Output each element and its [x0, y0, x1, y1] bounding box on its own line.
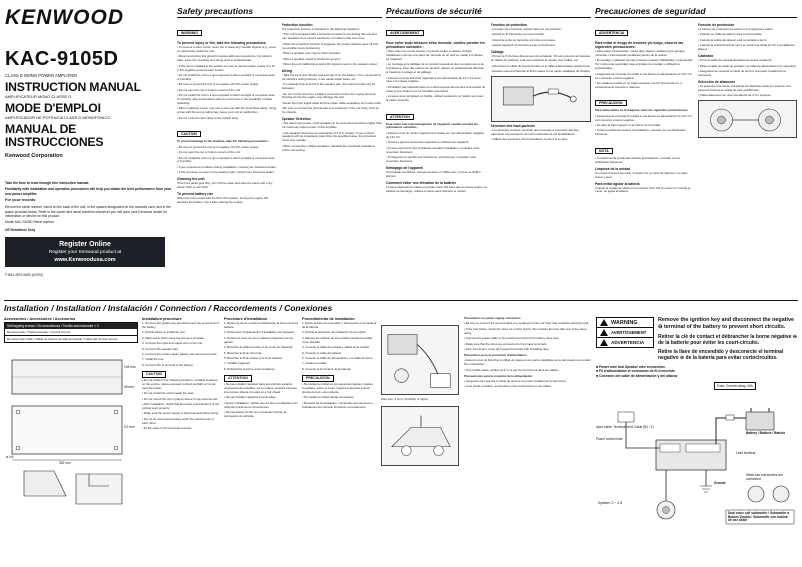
protection-heading-en: Protection function [281, 23, 313, 27]
caution-body-es: Para evitar daños en la máquina, tome las siguientes precauciones: • Asegúrese de conectar la unidad a una fuente de alimentación de 12V CC con conexión a tierra negativa. • No abra la tapa superior ni la inferior de la unidad. • Si tiene problemas durante la instalación, consulte con su distribuidor Kenwood. [595, 109, 694, 137]
fonction-heading-fr: Fonction de protection [490, 23, 528, 27]
dimension-drawing [4, 346, 138, 516]
safety-es-right [698, 21, 797, 196]
caution-label-es: PRECAUCIÓN [595, 100, 627, 106]
safety-fr-right [491, 21, 592, 195]
warning-triangle-icon [600, 319, 608, 326]
cleaning-heading-en: Cleaning the unit [177, 177, 205, 182]
precaution-body: Precautions on power supply connection • Be sure to connect the ground cable to a metal part of the car body that conducts electricity well. • If the fuse blows, check the wires for a short circuit, then replace the fuse with one of the same rating. • Connect the power cable to the positive terminal of the battery via a fuse. • Make sure that the wires are connected to the proper terminals. • After connection, cover all exposed terminals with insulating tape. Précautions pour la connexion d'alimentation • Assurez-vous de brancher le câble de masse à une partie métallique de la carrosserie qui conduit bien l'électricité. • Si le fusible saute, vérifiez qu'il n'y a pas de court-circuit dans les câbles. Precauciones para la conexión de la alimentación • Asegúrese de conectar el cable de tierra a una parte metálica de la carrocería. • Si se funde el fusible, compruebe si hay cortocircuito en los cables. [464, 317, 592, 389]
register-url[interactable]: www.Kenwoodusa.com [54, 257, 116, 264]
speaker-impedance-label: Speaker: 2 ~ 4 Ω [598, 500, 623, 505]
nettoyage-heading-fr: Nettoyage de l'appareil [386, 165, 423, 170]
title-es: MANUAL DE INSTRUCCIONES [5, 122, 104, 149]
input-cable-label: Input cable: Terminal Vivid Cable (B1 / 2) [596, 424, 654, 429]
warning-intro-en: To prevent injury or fire, take the following precautions: [177, 41, 267, 45]
remove-key-es: Retire la llave de encendido y desconecte el terminal negativo ⊖ de la batería para evitar cortocircuitos. [658, 349, 784, 362]
caution-label-en: CAUTION [177, 131, 201, 137]
warning-intro-es: Para evitar el riesgo de lesiones y/o fuego, observe las siguientes precauciones: [595, 41, 684, 49]
take-time-text: Take the time to read through this instruction manual. [5, 180, 90, 185]
choix-heading-fr: Sélection des haut-parleurs [490, 123, 535, 128]
lead-terminal-label: Lead terminal [736, 450, 756, 455]
attention-label-fr: ATTENTION [386, 114, 414, 120]
connection-column [596, 317, 798, 562]
title-en: INSTRUCTION MANUAL [5, 80, 141, 94]
two-subwoofers-label: When two subwoofers are connected [746, 472, 783, 481]
safety-fr-column [386, 6, 591, 296]
register-text: Register your Kenwood product at [48, 250, 122, 256]
dim-depth: 28 mm [124, 385, 134, 389]
comment-heading-fr: Comment éviter une élévation de la batterie [386, 180, 457, 185]
model-number: KAC-9105D [5, 48, 119, 70]
accessory-remote: Remote knob / Télécommande / Control remoto [7, 330, 71, 334]
protection-body-en: The protection function is activated in the following situations: • This unit is equipped with a protection function for protecting this unit and your speakers from various accidents or problems that can occur. • When the protection function is triggered, the power indicator goes off and the amplifier stops functioning. • When a speaker wire may be short-circuited. • When a speaker output is shorted to ground. • When the unit malfunctions and a DC signal is sent to the speaker output. [282, 28, 383, 67]
precaution-column [464, 317, 592, 562]
dim-height: 104 mm [124, 365, 136, 369]
attention-procedure-fr: ATTENTION [224, 375, 252, 382]
wire-size-note: Wire size: 4 mm² (10 AWG) or higher [381, 397, 429, 401]
procedure-en-column [142, 317, 220, 562]
installation-section [4, 300, 798, 562]
warning-word-es: ADVERTENCIA [611, 340, 645, 345]
warning-triangle-icon [600, 329, 608, 336]
prevent-heading-en: To prevent battery rise [177, 192, 214, 197]
wiring-note [381, 398, 459, 402]
safety-fr-left [386, 21, 487, 195]
dim-diameter: ø 4.8 [6, 455, 14, 459]
warning-triangle-icon [600, 339, 608, 346]
power-control-label: Power control lead [596, 436, 623, 441]
procedure-fr-column [224, 317, 298, 562]
familiarity-text: Familiarity with installation and operation procedures will help you obtain the best performance from your new power amplifier. [5, 187, 172, 196]
title-fr: MODE D'EMPLOI [5, 101, 101, 115]
warning-intro-fr: Pour éviter toute blessure et/ou incendie, veuillez prendre les précautions suivantes : [386, 41, 485, 49]
procedure-title-en: Installation procedure [142, 317, 182, 321]
wiring-heading-en: Wiring [281, 68, 293, 73]
power-wire-heading-fr: ■ Fil d'alimentation et connexion de fil d'enceinte [596, 369, 676, 374]
accessory-cable: Remote knob cable / Câble du bouton de télécommande / Cable del control remoto [5, 335, 137, 342]
ground-illustration [381, 406, 459, 466]
dim-width: 320 mm [59, 461, 71, 465]
nota-label-es: NOTA [595, 148, 613, 154]
caution-procedure-en: CAUTION [142, 371, 166, 378]
accessory-screws: Self tapping screws / Vis taraudeuses / Tornillo autorroscante × 4 [5, 323, 137, 329]
nota-body-es: • Si experimenta problemas durante la instalación, consulte con su distribuidor Kenwood. [595, 157, 694, 165]
model-serial-line: Model KAC-9105D Serial number [5, 220, 54, 225]
procedure-body-fr: 1. Retirer la clé de contact et débrancher la borne ⊖ de la batterie. 2. Déterminer l'emplacement d'installation de l'appareil. 3. Percer les trous de vis en utilisant l'appareil comme gabarit. 4. Brancher le câble d'entrée et de sortie de l'appareil. 5. Brancher le fil de l'enceinte. 6. Brancher le fil de masse et le fil de batterie. 7. Installer l'appareil. 8. Rebrancher la borne ⊖ de la batterie. ATTENTION • Ne pas installer l'appareil dans les endroits suivants : emplacements instables, sur le moteur, endroits exposés à la lumière directe du soleil ou à l'air chaud. • Ne pas installer l'appareil sous le siège. • Après l'installation, vérifier que les feux et indicateurs du véhicule fonctionnent correctement. • Ne pas laisser les fils non connectés toucher la carrosserie du véhicule. [224, 322, 298, 419]
wiring-body-en: • Take the input wire directly and securely from the battery. If it is connected to the vehicle's wiring harness, it can cause blown fuses, etc. • If a capacity fuse is found in the speaker wire, the input terminal may be damaged. • Do not cut the wire from a battery connection before the engine terminal. Shorting across the engine may damage the unit. • Route the input signal cable and the power cable separately from each other. • Be sure to connect the ground wire to a metal part of the car body, such as the chassis. [282, 74, 383, 115]
cableado-heading-es: Cableado [698, 54, 714, 59]
seleccion-heading-es: Selección de altavoces [698, 79, 736, 84]
remove-key-en: Remove the ignition key and disconnect the negative ⊖ terminal of the battery to prevent short circuits. [658, 317, 794, 330]
funcion-heading-es: Función de protección [698, 23, 735, 27]
fuse-wiring-illustration [491, 76, 592, 122]
dim-hole: 9.2 mm [124, 425, 135, 429]
wiring-illustration-column [381, 317, 459, 562]
warning-word-en: WARNING [611, 319, 638, 326]
warning-row-es [597, 338, 653, 347]
warning-word-fr: AVERTISSEMENT [611, 330, 647, 335]
warning-row-en [597, 318, 653, 328]
procedure-title-fr: Procédure d'installation [224, 317, 268, 321]
warning-body-en: • To prevent a short circuit, never put or leave any metallic objects (e.g., coins or metal tools) inside the unit. • Mount and wiring this product requires skills and experience. For safety's sake, leave the mounting and wiring work to professionals. • If the unit is installed in the vehicle, be sure to use the power supply of a 12 V DC negative ground power source. • Do not install the unit in a spot exposed to direct sunlight or excessive heat or humidity. • Be sure to ground the unit to a negative 12V DC power supply. • Do not open the top or bottom covers of the unit. • Do not install the unit in a spot exposed to direct sunlight or excessive heat or humidity. Also avoid places with too much dust or the possibility of water splashing. • When replacing a fuse, only use a new one with the prescribed rating. Using a fuse with the wrong rating may cause your unit to malfunction. • Do not route the wire close to the vehicle body. [177, 46, 278, 121]
speaker-body-en: • The rated input power of the speakers to be connected should be higher than the maximum output power of this amplifier. • Use speakers that have an impedance of 2 Ω or greater. If you connect speakers with an impedance lower than the specified value, the protection circuit may operate. • When connecting multiple speakers, calculate the combined impedance before connecting. [282, 122, 383, 152]
funcion-body-es: La función de protección se activa en los siguientes casos: • Cuando un cable de altavoz está cortocircuitado. • Cuando la salida del altavoz está conectada a tierra. • Cuando la unidad funciona mal y se envía una señal de CC a la salida del altavoz. [698, 28, 797, 52]
warning-row-fr [597, 328, 653, 338]
subtitle-fr: AMPLIFICATEUR MONO CLASSE D [5, 93, 72, 99]
accessories-table [4, 322, 138, 343]
screw-label: Self tapping screws / Vis taraudeuses / Tornillo autorroscante [7, 324, 94, 328]
warning-body-es: • Para evitar cortocircuitos, nunca deje objetos metálicos (por ejemplo, monedas o herramientas metálicas) dentro de la unidad. • El montaje y cableado de este producto requiere habilidades y experiencia. Por motivos de seguridad, deje el trabajo de montaje y cableado a profesionales. • Asegúrese de conectar la unidad a una fuente de alimentación de 12V CC con conexión a tierra negativa. • No instale la unidad en un lugar expuesto a la luz directa del sol, o excesivamente húmedo o caluroso. [595, 50, 694, 90]
safety-en-right [282, 21, 383, 206]
safety-title-en: Safety precautions [177, 6, 382, 18]
warning-body-fr: • Pour éviter les courts-circuits, ne jamais mettre ou laisser d'objets métalliques (comme une pièce de monnaie ou un outil en métal) à l'intérieur de l'appareil. • Le montage et le câblage de ce produit nécessitent des compétences et de l'expérience. Pour des raisons de sécurité, laissez un professionnel effectuer le travail de montage et de câblage. • Assurez-vous de brancher l'appareil à une alimentation de 12 V CC avec mise à la masse négative. • N'installez pas l'appareil dans un endroit exposé directement à la lumière du soleil, à une chaleur ou une humidité excessives. • Lorsque vous remplacez un fusible, utilisez seulement un fusible neuf avec la valeur prescrite. [386, 50, 487, 103]
warning-label-en: WARNING [177, 30, 202, 36]
ground-label: Ground [714, 480, 726, 485]
fonction-body-fr: La fonction de protection s'active dans les cas suivants : • Quand un fil d'enceinte est court-circuité. • Quand la sortie de l'enceinte est mise à la masse. • Quand l'appareil ne fonctionne pas correctement. [491, 28, 592, 48]
cablage-body-fr: • Prenez le fil d'entrée directement de la batterie. S'il est connecté au faisceau de câbles du véhicule, cela peut entraîner la rupture d'un fusible, etc. • Acheminez le câble du signal d'entrée et le câble d'alimentation séparément. • Assurez-vous de brancher le fil de masse à une partie métallique du châssis. [491, 55, 592, 74]
procedure-body-en: 1. Remove the ignition key and disconnect the ⊖ terminal of the battery. 2. Decide where to install the unit. 3. Mark screw holes using the unit as a template. 4. Connect the input and output wire of the unit. 5. Connect the speaker wire. 6. Connect the power supply, battery wire and ground wire. 7. Install the unit. 8. Connect the ⊖ terminal of the battery. CAUTION • Do not install in the following locations: unstable locations, on the engine, places exposed to direct sunlight or hot air, near the heater. • Do not install the unit beneath the seat. • Do not mount the unit in places where it may become wet. • After installation, check that the lamps and indicators of the vehicle work properly. • Make sure the power supply is disconnected before wiring. • Do not let unconnected wires touch the vehicle body or each other. • Fit the wires to the terminals securely. [142, 322, 220, 431]
accessories-column [4, 317, 138, 562]
procedure-body-es: 1. Retire la llave de encendido y desconecte el terminal ⊖ de la batería. 2. Decida la ubicación de instalación de la unidad. 3. Marque los orificios de los tornillos usando la unidad como plantilla. 4. Conecte el cable de entrada y salida de la unidad. 5. Conecte el cable del altavoz. 6. Conecte el cable de alimentación y el cable de tierra. 7. Instale la unidad. 8. Conecte el terminal ⊖ de la batería. PRECAUCIÓN • No instale la unidad en los siguientes lugares: lugares inestables, sobre el motor, lugares expuestos a la luz directa del sol o aire caliente. • No instale la unidad debajo del asiento. • Después de la instalación, compruebe que las luces e indicadores del vehículo funcionan correctamente. [302, 322, 377, 409]
prevent-body-en: When the unit is used with the ACC ON position, turning the engine ON depletes the battery. Use it after starting the engine. [177, 196, 269, 204]
limpieza-body-es: Si el panel frontal está sucio, límpielo con un paño de silicona o un paño suave y seco. [595, 170, 688, 179]
comment-body-fr: Lorsque l'appareil est utilisé en position ACC ON sans que le moteur tourne, la batterie se décharge. Utilisez-le après avoir démarré le moteur. [386, 184, 487, 193]
fuse-label: Fuse [717, 383, 725, 388]
model-subtitle: CLASS D MONO POWER AMPLIFIER [5, 73, 78, 78]
nettoyage-body-fr: Si la façade est tâchée, essuyez-la avec un chiffon sec, comme un chiffon siliconé. [386, 169, 481, 178]
cablage-heading-fr: Câblage [490, 50, 504, 55]
attention-body-fr: Pour éviter tout endommagement de l'appareil, veuillez prendre les précautions suivantes : • Assurez-vous de mettre l'appareil à la masse sur une alimentation négative de 12V CC. • N'ouvrez pas les couvercles supérieur ou inférieur de l'appareil. • Si vous rencontrez des problèmes pendant l'installation, consultez votre revendeur Kenwood. • Si l'appareil ne semble pas fonctionner correctement, consultez votre revendeur Kenwood. [386, 123, 487, 164]
procedure-title-es: Procedimiento de instalación [302, 317, 355, 321]
safety-es-column [595, 6, 797, 296]
choix-body-fr: • La puissance d'entrée nominale des enceintes à connecter doit être supérieure à la puissance de sortie maximale de cet amplificateur. • Utilisez des enceintes dont l'impédance est de 2 Ω ou plus. [491, 129, 592, 142]
records-text: Record the serial number, found on the back of the unit, in the spaces designated on the warranty card, and in the space provided below. Refer to the model and serial numbers whenever you call upon your Kenwood dealer for information or service on this product. [5, 205, 171, 218]
cleaning-body-en: If the front panel gets dirty, turn off the power and wipe the panel with a dry silicon cloth or soft cloth. [177, 181, 273, 190]
safety-title-fr: Précautions de sécurité [386, 6, 591, 18]
records-heading: For your records [5, 197, 36, 202]
warning-label-fr: AVERTISSEMENT [386, 30, 424, 36]
caution-procedure-es: PRECAUCIÓN [302, 375, 334, 382]
subtitle-es: AMPLIFICADOR DE POTENCIA CLASE D MONOFÓNICO [5, 114, 111, 120]
remove-key-fr: Retirer la clé de contact et débrancher la borne négative ⊖ de la batterie pour éviter les court-circuits. [658, 333, 797, 346]
document-code: © B54-4979-00/00 (KV/E0) [5, 273, 44, 278]
limpieza-heading-es: Limpieza de la unidad [595, 166, 631, 171]
safety-es-left [595, 21, 694, 196]
register-online-box[interactable] [5, 237, 165, 267]
evitar-heading-es: Para evitar agotar la batería [595, 181, 640, 186]
power-wire-heading-es: ■ Conexión del cable de alimentación y del altavoz [596, 374, 678, 379]
cover-column [5, 6, 173, 296]
dual-voice-coil-title: Dual voice coil subwoofer / Subwoofer à Bobine Double / Subwoofer con bobina de voz doble [728, 510, 790, 523]
connection-diagram [596, 382, 798, 527]
caution-body-en: To prevent damage to the machine, take the following precautions: • Be sure to ground the unit to a negative 12V DC power supply. • Do not open the top or bottom covers of the unit. • Do not install the unit in a spot exposed to direct sunlight or excessive heat or humidity. • If you experience problems during installation, consult your Kenwood dealer. • If the unit does not seem to be working right, consult your Kenwood dealer. [177, 140, 278, 175]
safety-title-es: Precauciones de seguridad [595, 6, 797, 18]
accessories-title: Accessories / Accessoires / Accesorios [4, 317, 76, 321]
warning-label-es: ADVERTENCIA [595, 30, 628, 36]
procedure-es-column [302, 317, 377, 562]
cableado-body-es: • Tome el cable de entrada directamente desde la batería. • Dirija el cable de señal de entrada y el cable de alimentación por separado. • Asegúrese de conectar el cable de tierra a una parte metálica de la carrocería. [698, 59, 797, 78]
fuse-rating-box: Fuse: Current rating: 40A [714, 382, 756, 390]
corporation-name: Kenwood Corporation [5, 152, 63, 159]
us-only-label: US Residence Only [5, 227, 36, 232]
seleccion-body-es: • La potencia nominal de entrada de los altavoces debe ser superior a la potencia máxima de salida de este amplificador. • Utilice altavoces con una impedancia de 2 Ω o superior. [698, 85, 797, 98]
warning-box [596, 317, 654, 348]
evitar-body-es: Cuando la unidad se utiliza en la posición ACC ON sin poner en marcha el motor, se agota la batería. [595, 185, 691, 194]
screw-qty: 4 [96, 324, 99, 328]
brand-logo: KENWOOD [5, 6, 124, 29]
safety-en-column [177, 6, 382, 296]
speaker-heading-en: Speaker Selection [281, 117, 311, 122]
safety-en-left [177, 21, 278, 206]
installation-title: Installation / Installation / Instalación / Connection / Raccordements / Conexiones [4, 303, 333, 313]
cover-intro [5, 181, 173, 233]
wire-routing-illustration [381, 325, 459, 395]
power-wire-heading-en: ■ Power wire and Speaker wire connection [596, 364, 665, 369]
fuse-value: Current rating: 40A [725, 383, 753, 388]
speaker-connection-illustration [698, 100, 797, 138]
register-title: Register Online [59, 241, 111, 249]
battery-label: Battery / Batterie / Batería [746, 430, 785, 435]
